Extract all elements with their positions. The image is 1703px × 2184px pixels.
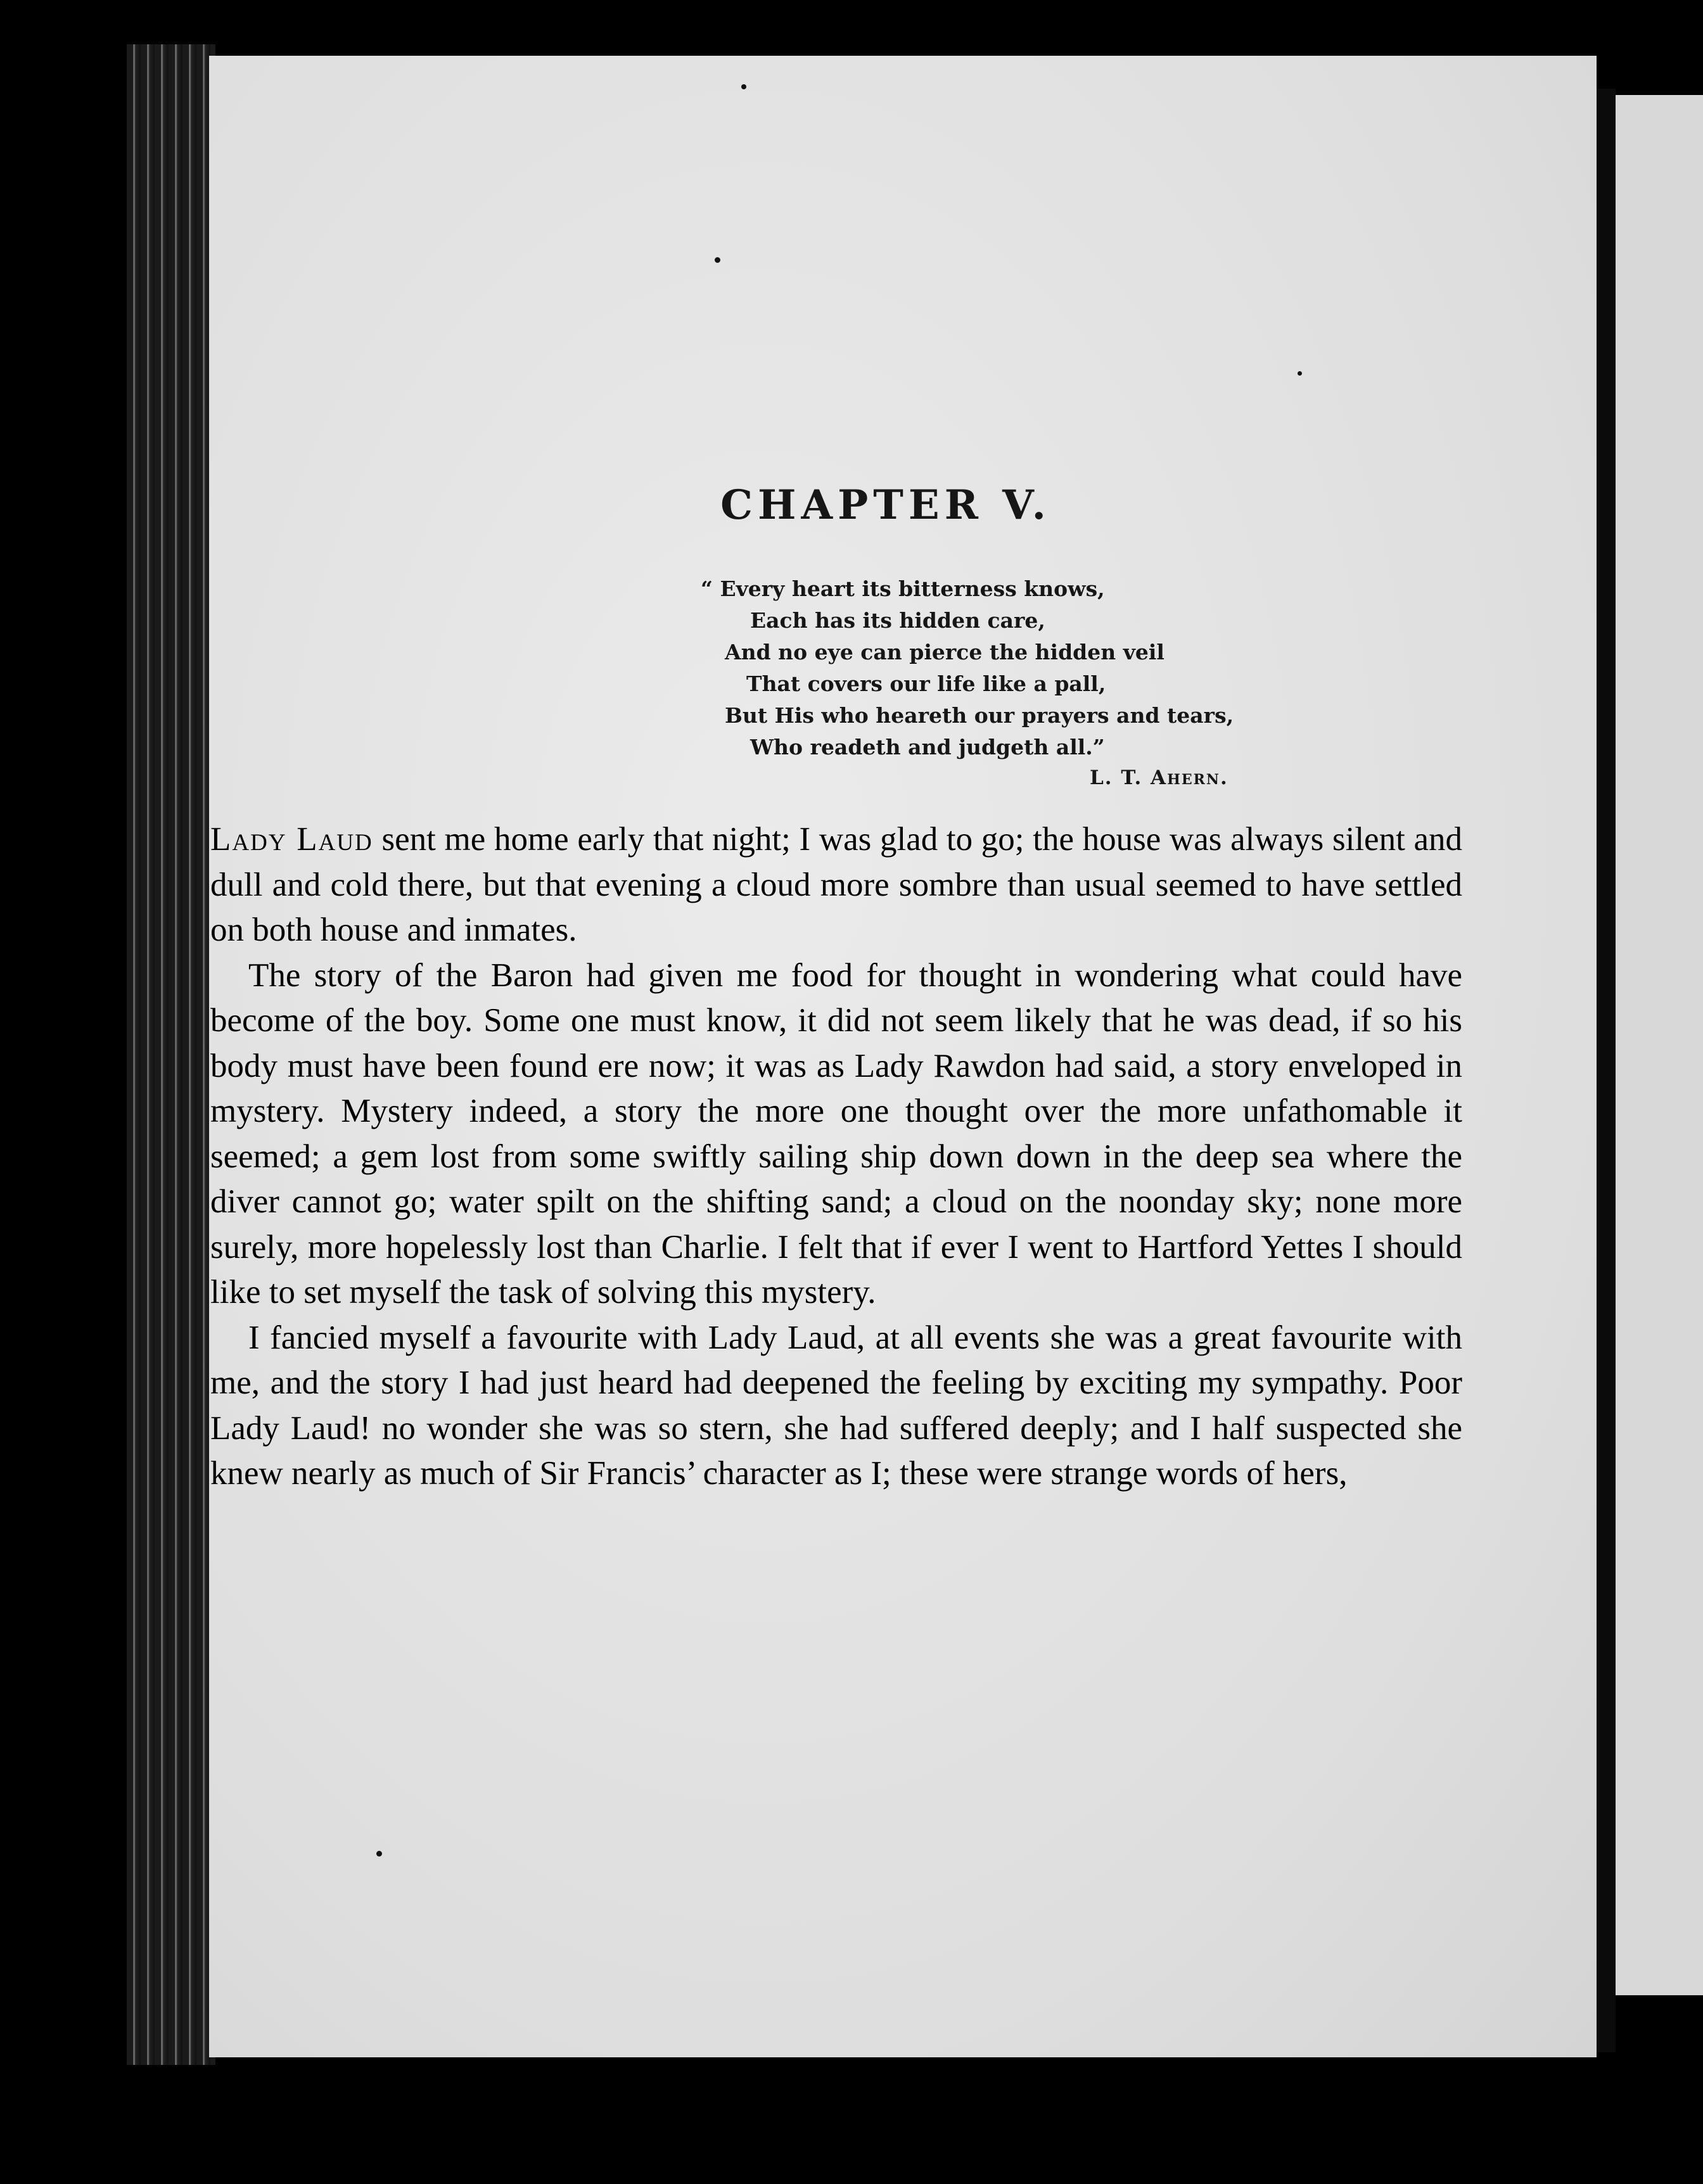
paragraph: The story of the Baron had given me food for thought in wondering what could have become of the boy. Some one must know, it did not seem likely that he was dead, if so his body must have been found ere now; it was as Lady Rawdon had said, a story enveloped in mystery. Mystery indeed, a story the more one thought over the more unfathomable it seemed; a gem lost from some swiftly sailing ship down down in the deep sea where the diver cannot go; water spilt on the shifting sand; a cloud on the noonday sky; none more surely, more hopelessly lost than Charlie. I felt that if ever I went to Hartford Yettes I should like to set myself the task of solving this mystery. bbox=[210, 956, 1462, 1311]
gutter-shadow bbox=[1597, 89, 1616, 2052]
ink-speck bbox=[1298, 371, 1302, 376]
chapter-heading: CHAPTER V. bbox=[720, 481, 1051, 529]
paragraph-text: sent me home early that night; I was glad to go; the house was always silent and dull and cold there, but that evening a cloud more sombre than usual seemed to have settled on both house and inmates. bbox=[210, 821, 1463, 948]
ink-speck bbox=[376, 1851, 382, 1857]
epigraph-line: Each has its hidden care, bbox=[750, 608, 1045, 633]
lead-words: Lady Laud bbox=[210, 821, 373, 858]
facing-page-edge bbox=[1616, 95, 1703, 1995]
epigraph-line: And no eye can pierce the hidden veil bbox=[725, 640, 1164, 664]
epigraph-line: That covers our life like a pall, bbox=[746, 671, 1106, 696]
epigraph-line: But His who heareth our prayers and tears, bbox=[725, 703, 1234, 728]
chapter-body bbox=[210, 817, 1462, 1497]
paragraph: I fancied myself a favourite with Lady Laud, at all events she was a great favourite with me, and the story I had just heard had deepened the feeling by exciting my sympathy. Poor Lady Laud! no wonder she was so stern, she had suffered deeply; and I half suspected she knew nearly as much of Sir Francis’ character as I; these were strange words of hers, bbox=[210, 1319, 1462, 1492]
ink-speck bbox=[715, 257, 720, 263]
paragraph bbox=[210, 817, 1462, 953]
ink-speck bbox=[741, 84, 746, 89]
epigraph-line: “ Every heart its bitterness knows, bbox=[701, 576, 1105, 601]
epigraph-line: Who readeth and judgeth all.” bbox=[750, 735, 1105, 759]
page-stack-edges bbox=[127, 44, 215, 2065]
epigraph-attribution: L. T. Ahern. bbox=[1090, 766, 1228, 789]
